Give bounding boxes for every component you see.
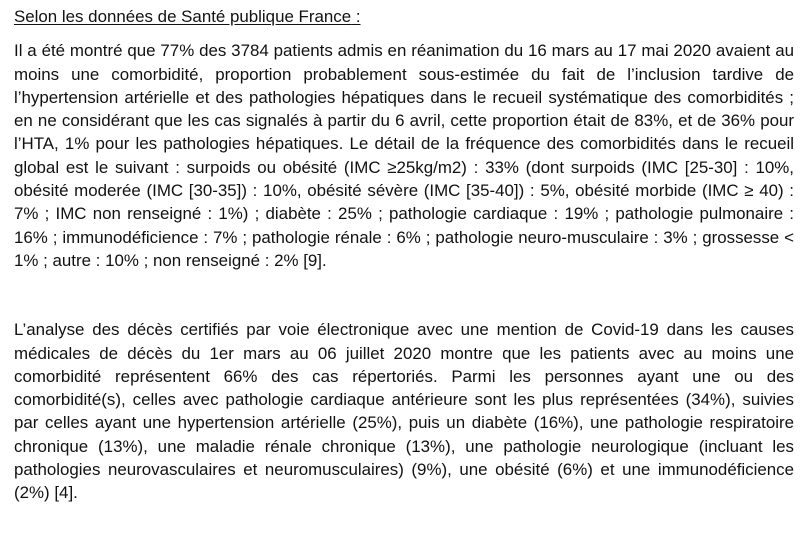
section-heading-text: Selon les données de Santé publique France (14, 7, 352, 26)
paragraph-icu-comorbidities: Il a été montré que 77% des 3784 patients admis en réanimation du 16 mars au 17 mai 2020 avaient au moins une comorbidité, proportion probablement sous-estimée du fait de l’inclusion tardive de l’hypertension artérielle et des pathologies hépatiques dans le recueil systématique des comorbidités ; en ne considérant que les cas signalés à partir du 6 avril, cette proportion était de 83%, et de 36% pour l’HTA, 1% pour les pathologies hépatiques. Le détail de la fréquence des comorbidités dans le recueil global est le suivant : surpoids ou obésité (IMC ≥25kg/m2) : 33% (dont surpoids (IMC [25-30] : 10%, obésité moderée (IMC [30-35]) : 10%, obésité sévère (IMC [35-40]) : 5%, obésité morbide (IMC ≥ 40) : 7% ; IMC non renseigné : 1%) ; diabète : 25% ; pathologie cardiaque : 19% ; pathologie pulmonaire : 16% ; immunodéficience : 7% ; pathologie rénale : 6% ; pathologie neuro-musculaire : 3% ; grossesse < 1% ; autre : 10% ; non renseigné : 2% [9]. (14, 41, 794, 270)
paragraph-death-certificates: L’analyse des décès certifiés par voie électronique avec une mention de Covid-19 dans les causes médicales de décès du 1er mars au 06 juillet 2020 montre que les patients avec au moins une comorbidité représentent 66% des cas répertoriés. Parmi les personnes ayant une ou des comorbidité(s), celles avec pathologie cardiaque antérieure sont les plus représentées (34%), suivies par celles ayant une hypertension artérielle (25%), puis un diabète (16%), une pathologie respiratoire chronique (13%), une maladie rénale chronique (13%), une pathologie neurologique (incluant les pathologies neurovasculaires et neuromusculaires) (9%), une obésité (6%) et une immunodéficience (2%) [4]. (14, 320, 794, 503)
document-body (14, 5, 794, 505)
section-heading (14, 5, 794, 28)
section-heading-colon: : (351, 7, 361, 26)
